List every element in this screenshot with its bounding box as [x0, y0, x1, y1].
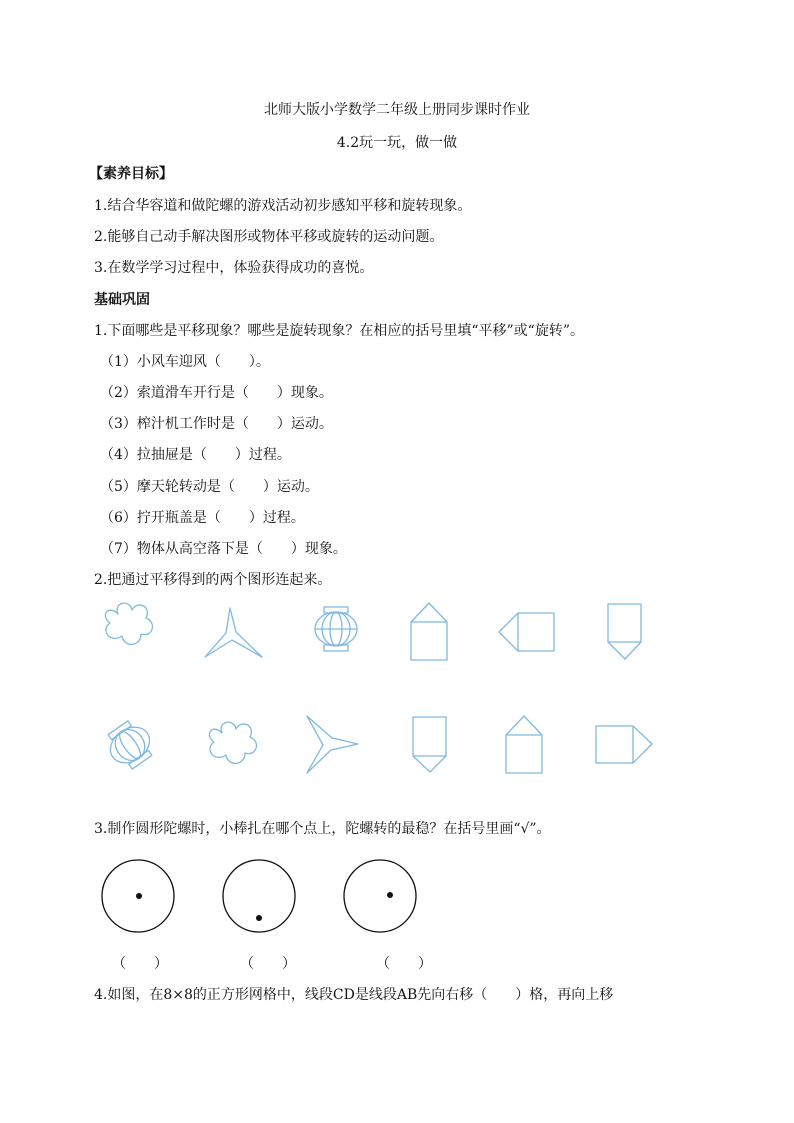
question-4-stem: 4.如图，在8×8的正方形网格中，线段CD是线段AB先向右移（ ）格，再向上移	[94, 987, 614, 1003]
lesson-title: 4.2玩一玩，做一做	[336, 135, 458, 151]
goal-item: 3.在数学学习过程中，体验获得成功的喜悦。	[94, 260, 374, 276]
lantern-shape	[315, 607, 357, 651]
arrow-left-shape	[499, 613, 554, 651]
flower-shape	[209, 722, 256, 763]
question-1-item: （6）拧开瓶盖是（ ）过程。	[100, 510, 305, 526]
answer-blank[interactable]: （ ）	[240, 956, 296, 972]
goal-item: 2.能够自己动手解决图形或物体平移或旋转的运动问题。	[94, 229, 444, 245]
circle-upper-dot	[344, 860, 416, 932]
question-1-item: （2）索道滑车开行是（ ）现象。	[100, 385, 333, 401]
goal-item: 1.结合华容道和做陀螺的游戏活动初步感知平移和旋转现象。	[94, 198, 472, 214]
answer-blank[interactable]: （ ）	[376, 956, 432, 972]
question-3-stem: 3.制作圆形陀螺时，小棒扎在哪个点上，陀螺转的最稳？在括号里画“√”。	[94, 821, 551, 837]
house-shape	[506, 716, 542, 773]
answer-blank[interactable]: （ ）	[112, 956, 168, 972]
question-2-stem: 2.把通过平移得到的两个图形连起来。	[94, 572, 332, 588]
tilted-lantern-shape	[101, 716, 159, 774]
question-1-item: （7）物体从高空落下是（ ）现象。	[100, 541, 347, 557]
house-shape	[411, 603, 447, 660]
question-1-stem: 1.下面哪些是平移现象？哪些是旋转现象？在相应的括号里填“平移”或“旋转”。	[94, 323, 584, 339]
section-heading: 基础巩固	[94, 292, 150, 308]
page-title: 北师大版小学数学二年级上册同步课时作业	[264, 102, 530, 118]
circle-bottom-dot	[223, 860, 295, 932]
tripod-star-rotated-shape	[307, 716, 358, 773]
flower-shape	[105, 603, 152, 644]
question-1-item: （5）摩天轮转动是（ ）运动。	[100, 479, 319, 495]
question-1-item: （4）拉抽屉是（ ）过程。	[100, 447, 291, 463]
dot-marker	[256, 915, 262, 921]
dot-marker	[136, 893, 142, 899]
pentagon-down-shape	[608, 604, 641, 659]
arrow-right-shape	[596, 726, 652, 763]
spinning-top-circles	[102, 860, 416, 932]
goals-heading: 【素养目标】	[89, 166, 173, 182]
question-1-item: （3）榨汁机工作时是（ ）运动。	[100, 416, 333, 432]
dot-marker	[387, 892, 393, 898]
tripod-star-shape	[205, 608, 262, 657]
question-1-item: （1）小风车迎风（ ）。	[100, 354, 270, 370]
pentagon-down-shape	[413, 717, 446, 772]
